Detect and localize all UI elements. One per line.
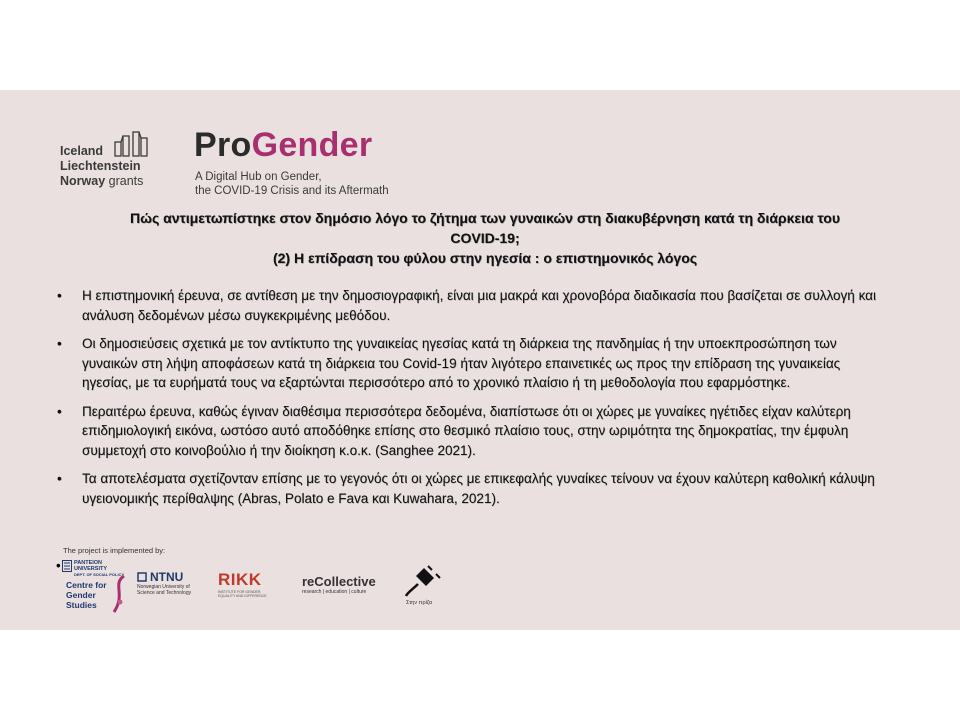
bullet-text: Η επιστημονική έρευνα, σε αντίθεση με την δημοσιογραφική, είναι μια μακρά και χρονοβόρα διαδικασία που βασίζεται σε συλλογή και ανάλυση δεδομένων μέσω συγκεκριμένης μεθόδου. — [82, 288, 876, 323]
rikk-logo — [218, 570, 267, 598]
progender-logo — [194, 126, 372, 165]
bullet-item — [55, 402, 890, 461]
panteion-logo — [62, 560, 128, 622]
implemented-by-label: The project is implemented by: — [63, 546, 166, 555]
panteion-name-line2: UNIVERSITY — [74, 566, 108, 572]
subtitle-line2: the COVID-19 Crisis and its Aftermath — [195, 185, 389, 197]
recollective-logo — [302, 574, 376, 595]
ccs-line1: Centre for — [66, 580, 107, 590]
bullet-item — [55, 334, 890, 393]
ntnu-logo — [137, 570, 217, 596]
stin-priza-logo — [404, 564, 454, 614]
panteion-emblem-icon — [62, 560, 72, 572]
country-liechtenstein: Liechtenstein — [60, 159, 141, 173]
stin-priza-text: Στην πρίζα — [406, 600, 433, 606]
bullet-item — [55, 469, 890, 508]
bullet-dot: • — [57, 288, 62, 303]
recollective-sub: research | education | culture — [302, 589, 367, 595]
panteion-name-line1: PANTEION — [74, 560, 103, 566]
bullet-list — [55, 286, 890, 517]
bullet-dot: • — [57, 403, 62, 419]
slide — [0, 90, 960, 630]
heading-line1: Πώς αντιμετωπίστηκε στον δημόσιο λόγο το ζήτημα των γυναικών στη διακυβέρνηση κατά τη διάρκεια του — [130, 210, 840, 226]
empty-bullet: • — [56, 558, 61, 573]
brand-gender: Gender — [251, 126, 373, 164]
subtitle-line1: A Digital Hub on Gender, — [195, 171, 322, 183]
country-norway: Norway — [60, 174, 106, 188]
bullet-dot: • — [57, 471, 62, 486]
panteion-dept: DEPT. OF SOCIAL POLICY — [74, 572, 125, 577]
bullet-text: Περαιτέρω έρευνα, καθώς έγιναν διαθέσιμα περισσότερα δεδομένα, διαπίστωσε ότι οι χώρες με γυναίκες ηγέτιδες είχαν καλύτερη επιδημιολογική εικόνα, ωστόσο αυτό αποδόθηκε επίσης στο θεσμικό πλαίσιο τους, στην ωριμότητα της δημοκρατίας, την έμφυλη συμμετοχή στο κοινοβούλιο ή την διοίκηση κ.ο.κ. (Sanghee 2021). — [82, 403, 851, 458]
grants-word: grants — [108, 174, 144, 188]
ntnu-name: NTNU — [150, 570, 184, 584]
ccs-line3: Studies — [66, 600, 97, 610]
ccs-line2: Gender — [66, 590, 96, 600]
eea-grants-icon — [112, 128, 152, 158]
slide-heading — [60, 208, 910, 268]
eea-grants-logo — [60, 128, 170, 198]
heading-line3: (2) Η επίδραση του φύλου στην ηγεσία : ο επιστημονικός λόγος — [272, 250, 698, 266]
centre-gender-studies — [66, 580, 107, 610]
brand-pro: Pro — [194, 126, 252, 164]
progender-subtitle — [195, 170, 389, 198]
ntnu-emblem-icon — [137, 572, 147, 582]
plug-icon — [404, 564, 444, 598]
bullet-text: Τα αποτελέσματα σχετίζονταν επίσης με το γεγονός ότι οι χώρες με επικεφαλής γυναίκες τείνουν να έχουν καλύτερη καθολική κάλυψη υγειονομικής περίθαλψης (Abras, Polato e Fava και Kuwahara, 2021). — [82, 471, 875, 506]
bullet-dot: • — [57, 336, 62, 351]
bullet-text: Οι δημοσιεύσεις σχετικά με τον αντίκτυπο της γυναικείας ηγεσίας κατά τη διάρκεια της πανδημίας ή την υποεκπροσώπηση των γυναικών στη λήψη αποφάσεων κατά τη διάρκεια του Covid-19 ήταν λιγότερο επαινετικές ως προς την επίδραση της γυναικείας ηγεσίας, με τα ευρήματά τους να εξαρτώνται περισσότερο από το χρονικό πλαίσιο ή τη μεθοδολογία που εφαρμόστηκε. — [82, 336, 841, 390]
recollective-name: reCollective — [302, 574, 376, 589]
rikk-sub2: EQUALITY AND DIFFERENCE — [218, 594, 267, 598]
country-iceland: Iceland — [60, 144, 104, 158]
heading-line2: COVID-19; — [450, 230, 520, 246]
bullet-item — [55, 286, 890, 325]
rikk-name: RIKK — [218, 570, 262, 589]
ntnu-sub2: Science and Technology — [137, 590, 192, 596]
ccs-swirl-icon — [110, 574, 128, 614]
ntnu-sub1: Norwegian University of — [137, 584, 190, 590]
rikk-sub1: INSTITUTE FOR GENDER, — [218, 590, 262, 594]
